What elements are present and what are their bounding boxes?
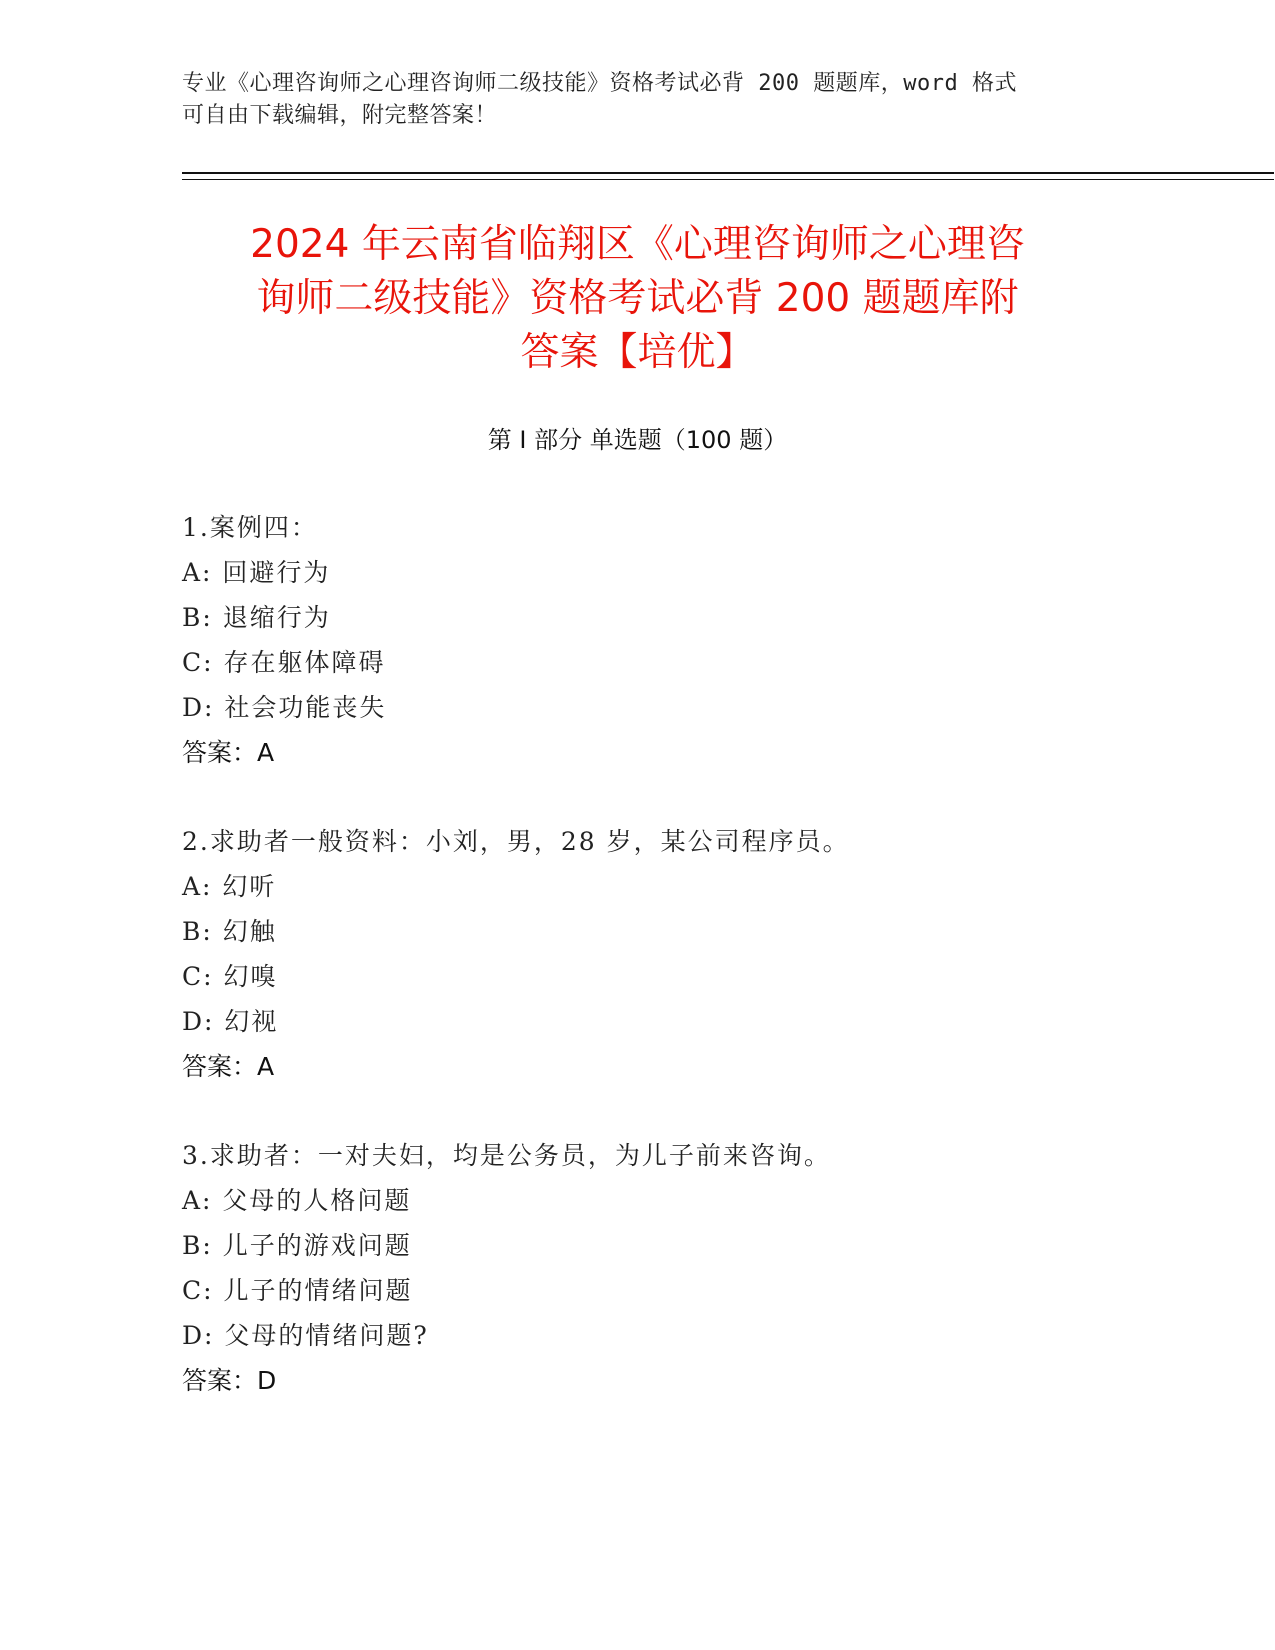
section-title: 第 I 部分 单选题（100 题） (487, 426, 788, 454)
document-title (150, 218, 1125, 380)
option-a: A: 父母的人格问题 (182, 1186, 412, 1215)
header-note-line-2: 可自由下载编辑，附完整答案！ (182, 103, 498, 128)
option-b: B: 退缩行为 (182, 603, 331, 632)
question-1 (182, 505, 1162, 775)
title-line-3: 答案【培优】 (520, 330, 755, 375)
title-line-1: 2024 年云南省临翔区《心理咨询师之心理咨 (250, 222, 1025, 267)
option-b: B: 儿子的游戏问题 (182, 1231, 412, 1260)
option-b: B: 幻触 (182, 917, 277, 946)
question-stem: 1.案例四： (182, 513, 318, 542)
question-list (182, 505, 1162, 1447)
option-c: C: 存在躯体障碍 (182, 648, 386, 677)
option-c: C: 幻嗅 (182, 962, 278, 991)
option-c: C: 儿子的情绪问题 (182, 1276, 413, 1305)
option-d: D: 幻视 (182, 1007, 279, 1036)
answer: 答案：A (182, 738, 275, 767)
option-a: A: 幻听 (182, 872, 277, 901)
option-d: D: 社会功能丧失 (182, 693, 387, 722)
question-stem: 2.求助者一般资料：小刘，男，28 岁，某公司程序员。 (182, 827, 850, 856)
option-d: D: 父母的情绪问题? (182, 1321, 429, 1350)
question-stem: 3.求助者：一对夫妇，均是公务员，为儿子前来咨询。 (182, 1141, 831, 1170)
title-line-2: 询师二级技能》资格考试必背 200 题题库附 (256, 276, 1019, 321)
answer: 答案：A (182, 1052, 275, 1081)
header-note-line-1: 专业《心理咨询师之心理咨询师二级技能》资格考试必背 200 题题库，word 格式 (182, 71, 1017, 96)
header-divider-thin (182, 179, 1274, 180)
question-2 (182, 819, 1162, 1089)
header-note (182, 68, 1062, 132)
header-divider-thick (182, 172, 1274, 174)
option-a: A: 回避行为 (182, 558, 331, 587)
question-3 (182, 1133, 1162, 1403)
answer: 答案：D (182, 1366, 277, 1395)
